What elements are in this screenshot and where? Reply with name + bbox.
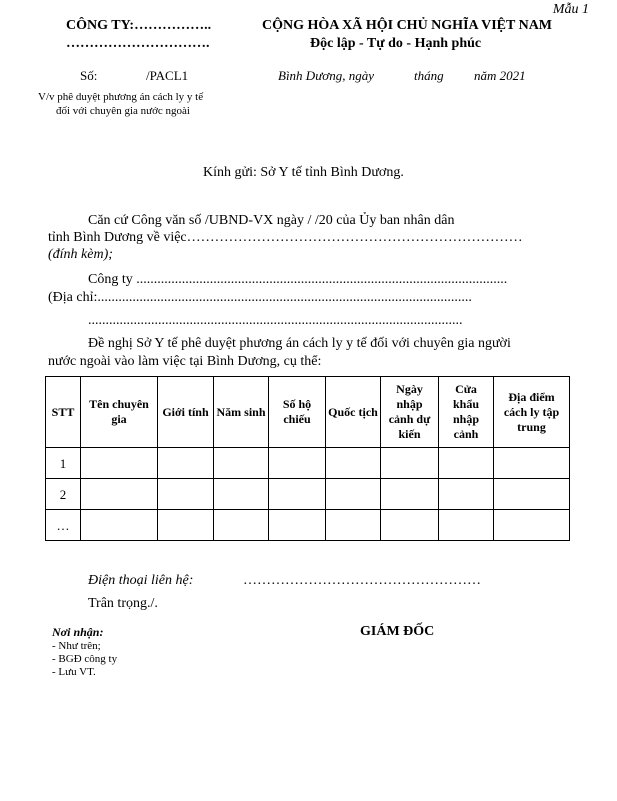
table-row (46, 510, 570, 541)
dots-line: ........................................................................................................... (88, 313, 463, 328)
header-nationality: Quốc tịch (326, 377, 381, 448)
table-cell (158, 448, 214, 479)
attached-note: (đính kèm); (48, 247, 113, 262)
request-line-1: Đề nghị Sở Y tế phê duyệt phương án cách ly y tế đối với chuyên gia người (88, 336, 511, 351)
table-cell (81, 510, 158, 541)
company-dots: …………………………. (66, 36, 210, 51)
header-quarantine-site: Địa điểm cách ly tập trung (494, 377, 570, 448)
nation-name: CỘNG HÒA XÃ HỘI CHỦ NGHĨA VIỆT NAM (262, 18, 553, 33)
table-cell (439, 479, 494, 510)
recipient-item: - BGĐ công ty (52, 653, 118, 665)
date-year: năm 2021 (474, 68, 526, 83)
table-cell: … (46, 510, 81, 541)
basis-line-1: Căn cứ Công văn số /UBND-VX ngày / /20 của Ủy ban nhân dân (88, 213, 455, 228)
doc-number-suffix: /PACL1 (146, 68, 189, 83)
form-label: Mẫu 1 (552, 2, 589, 17)
table-cell (269, 448, 326, 479)
table-cell (214, 479, 269, 510)
table-cell (326, 448, 381, 479)
table-cell (269, 479, 326, 510)
request-line-2: nước ngoài vào làm việc tại Bình Dương, cụ thể: (48, 354, 322, 369)
table-cell (381, 479, 439, 510)
table-header-row (46, 377, 570, 448)
header-stt: STT (46, 377, 81, 448)
table-cell (494, 448, 570, 479)
table-cell (439, 448, 494, 479)
table-row (46, 479, 570, 510)
company-header: CÔNG TY:…………….. (66, 18, 212, 33)
table-cell (494, 510, 570, 541)
table-cell (158, 479, 214, 510)
table-cell (81, 479, 158, 510)
doc-number-label: Số: (80, 68, 98, 83)
subject-line-2: đối với chuyên gia nước ngoài (56, 105, 190, 117)
table-cell (81, 448, 158, 479)
recipients-title: Nơi nhận: (52, 625, 104, 639)
table-cell (158, 510, 214, 541)
header-border-gate: Cửa khẩu nhập cảnh (439, 377, 494, 448)
nation-motto: Độc lập - Tự do - Hạnh phúc (310, 36, 482, 51)
phone-dots: …………………………………………… (243, 573, 481, 588)
expert-table (45, 376, 570, 541)
table-cell (381, 448, 439, 479)
table-cell (326, 479, 381, 510)
subject-line-1: V/v phê duyệt phương án cách ly y tế (38, 91, 204, 103)
table-cell: 1 (46, 448, 81, 479)
table-cell: 2 (46, 479, 81, 510)
table-cell (214, 510, 269, 541)
address-line: (Địa chỉ:........................................................................................................... (48, 290, 472, 305)
phone-label: Điện thoại liên hệ: (88, 573, 194, 588)
table-cell (214, 448, 269, 479)
salutation: Kính gửi: Sở Y tế tỉnh Bình Dương. (203, 165, 404, 180)
header-gender: Giới tính (158, 377, 214, 448)
closing: Trân trọng./. (88, 596, 158, 611)
signature-title: GIÁM ĐỐC (360, 624, 435, 639)
table-cell (494, 479, 570, 510)
header-passport: Số hộ chiếu (269, 377, 326, 448)
basis-line-2: tỉnh Bình Dương về việc……………………………………………………………… (48, 230, 523, 245)
place-date: Bình Dương, ngày (278, 68, 374, 83)
header-entry-date: Ngày nhập cảnh dự kiến (381, 377, 439, 448)
header-birth-year: Năm sinh (214, 377, 269, 448)
date-month: tháng (414, 68, 444, 83)
recipient-item: - Như trên; (52, 640, 101, 652)
header-expert-name: Tên chuyên gia (81, 377, 158, 448)
table-cell (439, 510, 494, 541)
table-cell (269, 510, 326, 541)
company-line: Công ty .......................................................................................................... (88, 272, 508, 287)
recipient-item: - Lưu VT. (52, 666, 96, 678)
table-row (46, 448, 570, 479)
table-cell (326, 510, 381, 541)
table-cell (381, 510, 439, 541)
